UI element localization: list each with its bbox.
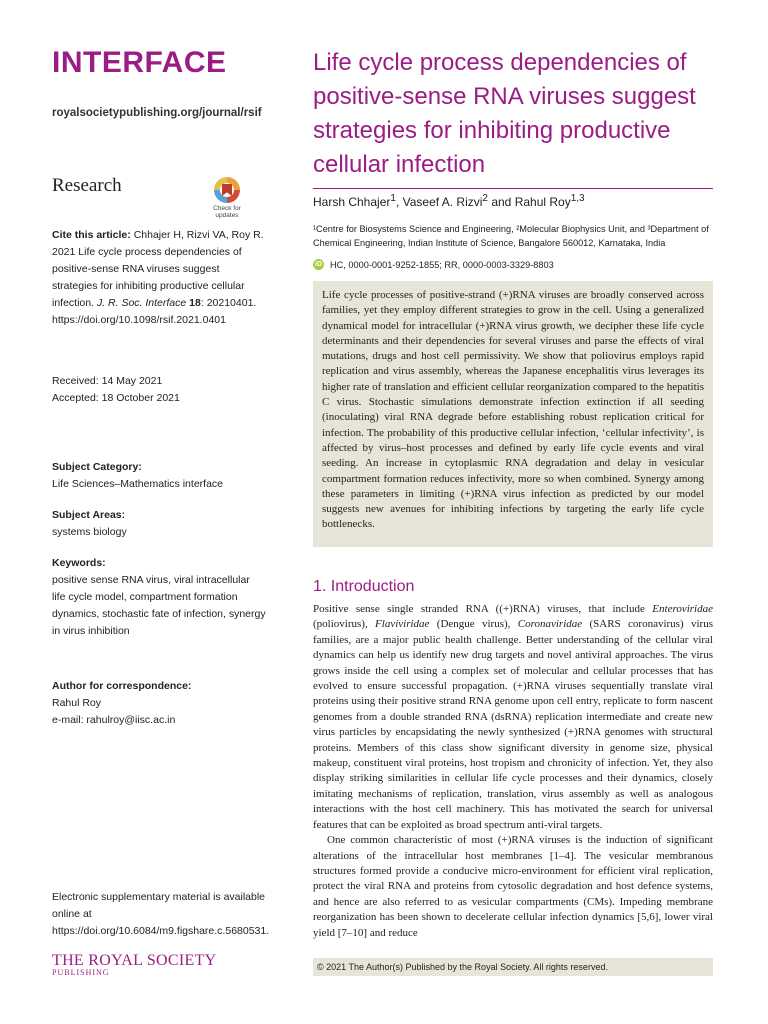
check-for-updates-badge[interactable] — [205, 177, 249, 219]
cite-doi[interactable]: https://doi.org/10.1098/rsif.2021.0401 — [52, 314, 226, 326]
author-sup: 1 — [390, 193, 396, 204]
citation-block — [52, 227, 266, 329]
check-updates-line1: Check for — [213, 205, 241, 212]
supplementary-note: Electronic supplementary material is available online at https://doi.org/10.6084/m9.figshare.c.5680531. — [52, 891, 270, 937]
cite-journal: J. R. Soc. Interface — [96, 297, 187, 309]
cite-article: : 20210401. — [200, 297, 257, 309]
subject-category-label: Subject Category: — [52, 461, 142, 473]
cite-text: Chhajer H, Rizvi VA, Roy R. 2021 Life cycle process dependencies of positive-sense RNA viruses suggest strategies for inhibiting productive cellular infection. — [52, 229, 264, 309]
article-type: Research — [52, 175, 122, 196]
correspondence-label: Author for correspondence: — [52, 680, 192, 692]
author-sup: 1,3 — [570, 193, 585, 204]
correspondence-email[interactable]: e-mail: rahulroy@iisc.ac.in — [52, 714, 176, 726]
author-name: Vaseef A. Rizvi — [402, 195, 483, 209]
subject-areas-value: systems biology — [52, 526, 127, 538]
section-heading: 1. Introduction — [313, 578, 415, 595]
author-list: Harsh Chhajer$^1$, Vaseef A. Rizvi$^2$ and Rahul Roy$^{1,3}$ — [313, 193, 585, 209]
journal-url[interactable]: royalsocietypublishing.org/journal/rsif — [52, 107, 262, 119]
cite-label: Cite this article: — [52, 229, 131, 241]
cite-volume: 18 — [189, 297, 201, 309]
subject-category — [52, 459, 266, 493]
orcid-line — [313, 259, 554, 270]
affiliations: ¹Centre for Biosystems Science and Engineering, ²Molecular Biophysics Unit, and ³Department of Chemical Engineering, Indian Institute of Science, Bangalore 560012, Karnataka, India — [313, 224, 709, 248]
subject-category-value: Life Sciences–Mathematics interface — [52, 478, 223, 490]
author-name: Rahul Roy — [514, 195, 571, 209]
keywords-value: positive sense RNA virus, viral intracellular life cycle model, compartment formation dynamics, stochastic fate of infection, synergy in virus inhibition — [52, 574, 266, 637]
paragraph: Positive sense single stranded RNA ((+)RNA) viruses, that include Enteroviridae (poliovirus), Flaviviridae (Dengue virus), Coronaviridae (SARS coronavirus) virus families, are a major public health challenge. Better understanding of the cellular viral dynamics can help us identify new drug targets and novel antiviral approaches. The virus grows inside the cell using a complex set of molecular and cellular processes that has evolved to ensure successful propagation. (+)RNA viruses sequentially translate viral proteins using their positive strand RNA genome upon cell entry, replicate to form nascent genomes from a double stranded RNA (dsRNA) replication intermediate and create new virus particles by encapsidating the newly synthesized (+)RNA genomes with structural proteins. Members of this class show significant diversity in genome size, physical makeup, constituent viral proteins, host tropism and chronicity of infection. Yet, they also display striking similarities in cellular life cycle processes and their dynamics, closely imitating mechanisms of replication, translation, virus assembly as well as analogous interactions with the host cell machinery. This has motivated the search for universal features that can be exploited as broad spectrum anti-viral targets. — [313, 603, 713, 831]
keywords — [52, 555, 266, 640]
abstract-text: Life cycle processes of positive-strand (+)RNA viruses are broadly conserved across families, yet they employ different strategies to grow in the cell. Using a generalized dynamical model for intracellular (+)RNA virus growth, we decipher these life cycle determinants and their dependencies for several viruses and parse the effects of viral mutations, drugs and host cell permissivity. We show that poliovirus employs rapid replication and virus assembly, whereas the Japanese encephalitis virus leverages its higher rate of translation and efficient cellular reorganization compared to the hepatitis C virus. Stochastic simulations demonstrate infection extinction if all seeding (inoculating) viral RNA degrade before establishing robust replication critical for infection. The probability of this productive cellular infection, ‘cellular infectivity’, is affected by virus–host processes and defined by early life cycle events and viral seeding. An increase in cytoplasmic RNA degradation and delay in vesicular compartment formation reduces infectivity, more so when combined. Synergy among these parameters in limiting (+)RNA virus infection as predicted by our model suggests new avenues for inhibiting infections by targeting the early life cycle bottlenecks. — [322, 289, 704, 531]
accepted-date: Accepted: 18 October 2021 — [52, 392, 180, 404]
author-name: Harsh Chhajer — [313, 195, 391, 209]
author-sup: 2 — [482, 193, 488, 204]
subject-areas — [52, 507, 266, 541]
body-text — [313, 602, 713, 941]
title-rule — [313, 188, 713, 189]
dates-block — [52, 373, 266, 407]
check-updates-line2: updates — [215, 212, 239, 219]
publisher-line1: THE ROYAL SOCIETY — [52, 952, 217, 969]
keywords-label: Keywords: — [52, 557, 106, 569]
journal-name: INTERFACE — [52, 46, 227, 79]
orcid-ids: HC, 0000-0001-9252-1855; RR, 0000-0003-3329-8803 — [330, 259, 554, 270]
received-date: Received: 14 May 2021 — [52, 375, 163, 387]
subject-areas-label: Subject Areas: — [52, 509, 126, 521]
copyright-bar: © 2021 The Author(s) Published by the Royal Society. All rights reserved. — [313, 958, 713, 976]
paragraph: One common characteristic of most (+)RNA viruses is the induction of significant alterations of the intracellular host membranes [1–4]. The vesicular membranous structures formed provide a conducive micro-environment for efficient viral replication, protect the viral RNA and proteins from cytosolic degradation and host defence systems, and hence are also referred to as vesicular compartments (CMs). Impeding membrane reorganization has been shown to decelerate cellular infection dynamics [5,6], lower viral yield [7–10] and reduce — [313, 834, 713, 939]
correspondence-block — [52, 678, 266, 729]
publisher-logo — [52, 952, 217, 977]
orcid-icon[interactable]: iD — [315, 261, 322, 268]
article-title: Life cycle process dependencies of positive-sense RNA viruses suggest strategies for inhibiting productive cellular infection — [313, 49, 696, 178]
publisher-line2: PUBLISHING — [52, 968, 110, 977]
correspondence-name: Rahul Roy — [52, 697, 102, 709]
abstract-box — [313, 281, 713, 547]
